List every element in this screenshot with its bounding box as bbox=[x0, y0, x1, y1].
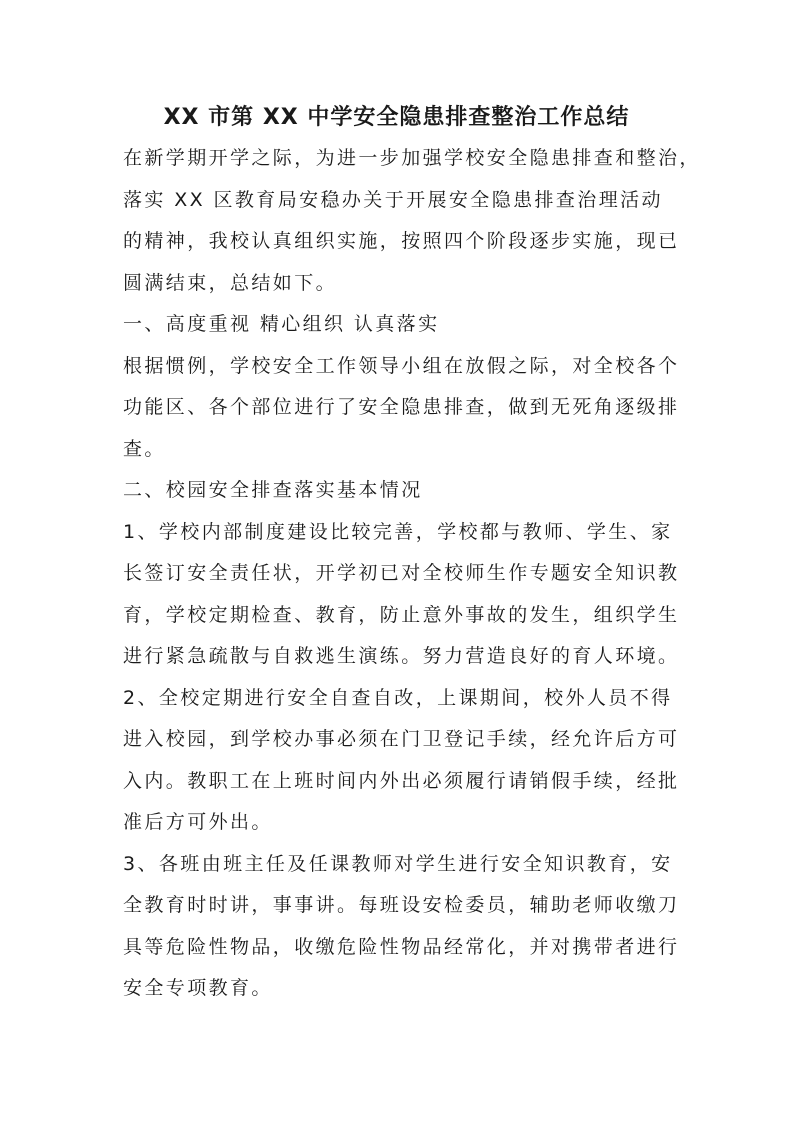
text-line: 入内。教职工在上班时间内外出必须履行请销假手续，经批 bbox=[123, 769, 680, 792]
text-line: 在新学期开学之际，为进一步加强学校安全隐患排查和整治， bbox=[123, 147, 701, 169]
section-heading-2: 二、校园安全排查落实基本情况 bbox=[123, 479, 423, 501]
text-line: 3、各班由班主任及任课教师对学生进行安全知识教育，安 bbox=[123, 852, 673, 875]
text-line: 准后方可外出。 bbox=[123, 811, 273, 833]
text-line: 长签订安全责任状，开学初已对全校师生作专题安全知识教 bbox=[123, 562, 680, 584]
text-line: 进行紧急疏散与自救逃生演练。努力营造良好的育人环境。 bbox=[123, 645, 680, 667]
text-line: 安全专项教育。 bbox=[123, 977, 273, 999]
text-line: 落实 XX 区教育局安稳办关于开展安全隐患排查治理活动 bbox=[123, 188, 663, 211]
text-line: 根据惯例，学校安全工作领导小组在放假之际，对全校各个 bbox=[123, 354, 680, 377]
text-line: 具等危险性物品，收缴危险性物品经常化，并对携带者进行 bbox=[123, 935, 680, 958]
text-line: 的精神，我校认真组织实施，按照四个阶段逐步实施，现已 bbox=[123, 230, 680, 252]
text-line: 育，学校定期检查、教育，防止意外事故的发生，组织学生 bbox=[123, 603, 680, 626]
section-heading-1: 一、高度重视 精心组织 认真落实 bbox=[123, 313, 440, 335]
text-line: 圆满结束，总结如下。 bbox=[123, 271, 338, 294]
text-line: 全教育时时讲，事事讲。每班设安检委员，辅助老师收缴刀 bbox=[123, 894, 680, 916]
text-line: 1、学校内部制度建设比较完善，学校都与教师、学生、家 bbox=[123, 520, 673, 543]
text-line: 2、全校定期进行安全自查自改，上课期间，校外人员不得 bbox=[123, 686, 673, 709]
document-title: XX 市第 XX 中学安全隐患排查整治工作总结 bbox=[163, 105, 630, 130]
text-line: 查。 bbox=[123, 437, 166, 460]
text-line: 功能区、各个部位进行了安全隐患排查，做到无死角逐级排 bbox=[123, 396, 680, 418]
text-line: 进入校园，到学校办事必须在门卫登记手续，经允许后方可 bbox=[123, 728, 680, 750]
document-body bbox=[123, 138, 701, 1010]
